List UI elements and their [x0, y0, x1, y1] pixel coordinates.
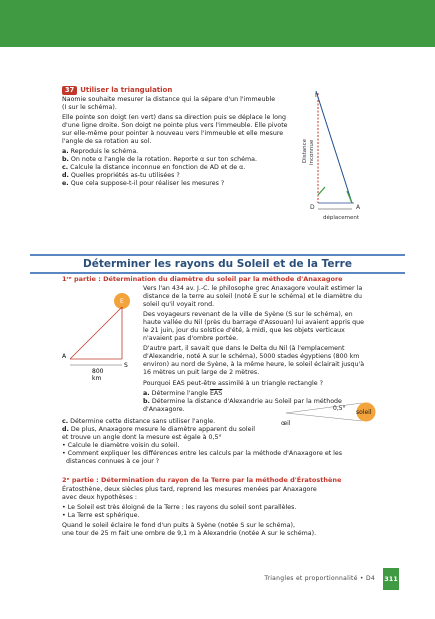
question-d: d. Quelles propriétés as-tu utilisées ? [62, 172, 180, 180]
part1-qc: c. Détermine cette distance sans utiliser l'angle. [62, 418, 216, 425]
angle-label: 0,5° [333, 405, 346, 412]
exercise-header [62, 86, 172, 95]
part2-body: Ératosthène, deux siècles plus tard, reprend les mesures menées par Anaxagore avec deux hypothèses : • Le Soleil est très éloigné de la Terre : les rayons du soleil sont parallèles. • La Terre est sphérique. Quand le soleil éclaire le fond d'un puits à Syène (notée S sur le schéma), une tour de 25 m fait une ombre de 9,1 m à Alexandrie (notée A sur le schéma). [62, 486, 402, 540]
part2-bullets [62, 504, 402, 520]
footer-chapter: Triangles et proportionnalité • D4 [264, 575, 375, 582]
part1-qd: d. De plus, Anaxagore mesure le diamètre apparent du soleil et trouve un angle dont la mesure est égale à 0,5° [62, 426, 255, 442]
label-e: E [120, 298, 124, 305]
part1-title: 1ʳᵉ partie : Détermination du diamètre du soleil par la méthode d'Anaxagore [62, 275, 343, 283]
anaxagore-figure [60, 285, 150, 395]
exercise-title: Utiliser la triangulation [80, 86, 173, 94]
exercise-questions [62, 148, 302, 188]
section-top-rule [30, 254, 405, 256]
page-number: 311 [383, 568, 399, 590]
apparent-diameter-figure [278, 397, 383, 427]
exercise-intro: Naomie souhaite mesurer la distance qui la sépare d'un l'immeuble (I sur le schéma). [62, 96, 276, 112]
part1-question: Pourquoi EAS peut-être assimilé à un triangle rectangle ? [143, 379, 323, 387]
distance-unit: km [92, 375, 102, 382]
exercise-number: 37 [62, 86, 77, 94]
eye-label: œil [281, 420, 291, 427]
exercise-body [62, 96, 302, 189]
triangulation-figure [300, 85, 372, 225]
label-s: S [124, 362, 128, 369]
displacement-label: déplacement [323, 215, 360, 221]
ray-ea [70, 307, 122, 359]
part1-body: Vers l'an 434 av. J.-C. le philosophe grec Anaxagore voulait estimer la distance de la terre au soleil (noté E sur le schéma) et le diamètre du soleil qu'il voyait rond. Des voyageurs revenant de la ville de Syène (S sur le schéma), en haute vallée du Nil (près du barrage d'Assouan) lui avaient appris que le 21 juin, jour du solstice d'été, à midi, que les objets verticaux n'avaient pas d'ombre portée. D'autre part, il savait que dans le Delta du Nil (à l'emplacement d'Alexandrie, noté A sur le schéma), 5000 stades égyptiens (800 km environ) au nord de Syène, à la même heure, le soleil éclairait jusqu'à 16 mètres un puit large de 2 mètres. Pourquoi EAS peut-être assimilé à un triangle rectangle ? a. Détermine l'angle $\overline{EAS}$ b. Détermine la distance d'Alexandrie au Soleil par la méthode d'Anaxagore. [143, 285, 403, 414]
bullet-1: • Calcule le diamètre voisin du soleil. [62, 442, 402, 450]
question-e: e. Que cela suppose-t-il pour réaliser les mesures ? [62, 180, 225, 188]
question-c: c. Calcule la distance inconnue en fonction de AD et de α. [62, 164, 246, 172]
sight-ray-top [286, 403, 362, 413]
hypothesis-2: • La Terre est sphérique. [62, 512, 402, 520]
exercise-text: Elle pointe son doigt (en vert) dans sa direction puis se déplace le long d'une ligne droite. Son doigt ne pointe plus vers l'immeuble. Elle pivote sur elle-même pour pointer à nouveau vers l'immeuble et elle mesure l'angle de sa rotation au sol. [62, 114, 288, 146]
finger-d [318, 187, 325, 195]
part1-qb: b. Détermine la distance d'Alexandrie au Soleil par la méthode d'Anaxagore. [143, 397, 342, 413]
question-a: a. Reproduis le schéma. [62, 148, 139, 156]
section-bottom-rule [30, 272, 405, 274]
distance-value: 800 [92, 368, 104, 375]
bullet-2: • Comment expliquer les différences entre les calculs par la méthode d'Anaxagore et les distances connues à ce jour ? [62, 450, 402, 466]
part2-title: 2ᵉ partie : Détermination du rayon de la Terre par la méthode d'Ératosthène [62, 476, 342, 484]
question-b: b. On note α l'angle de la rotation. Reporte α sur ton schéma. [62, 156, 258, 164]
distance-label-2: inconnue [309, 139, 315, 165]
label-d: D [310, 204, 315, 211]
label-a: A [356, 204, 361, 211]
hypothesis-1: • Le Soleil est très éloigné de la Terre : les rayons du soleil sont parallèles. [62, 504, 402, 512]
part1-bullets [62, 442, 402, 466]
sun-label: soleil [356, 409, 372, 416]
part1-qa: a. Détermine l'angle $\overline{EAS}$ [143, 389, 223, 397]
distance-label-1: Distance [302, 138, 308, 163]
sight-ray-bottom [286, 413, 362, 421]
finger-a [347, 191, 352, 203]
sight-line [316, 91, 352, 203]
header-banner [0, 0, 435, 47]
section-title: Déterminer les rayons du Soleil et de la Terre [83, 258, 352, 270]
label-i: I [315, 92, 317, 99]
angle-eas: $\overline{EAS}$ [209, 389, 223, 397]
label-a: A [62, 353, 67, 360]
